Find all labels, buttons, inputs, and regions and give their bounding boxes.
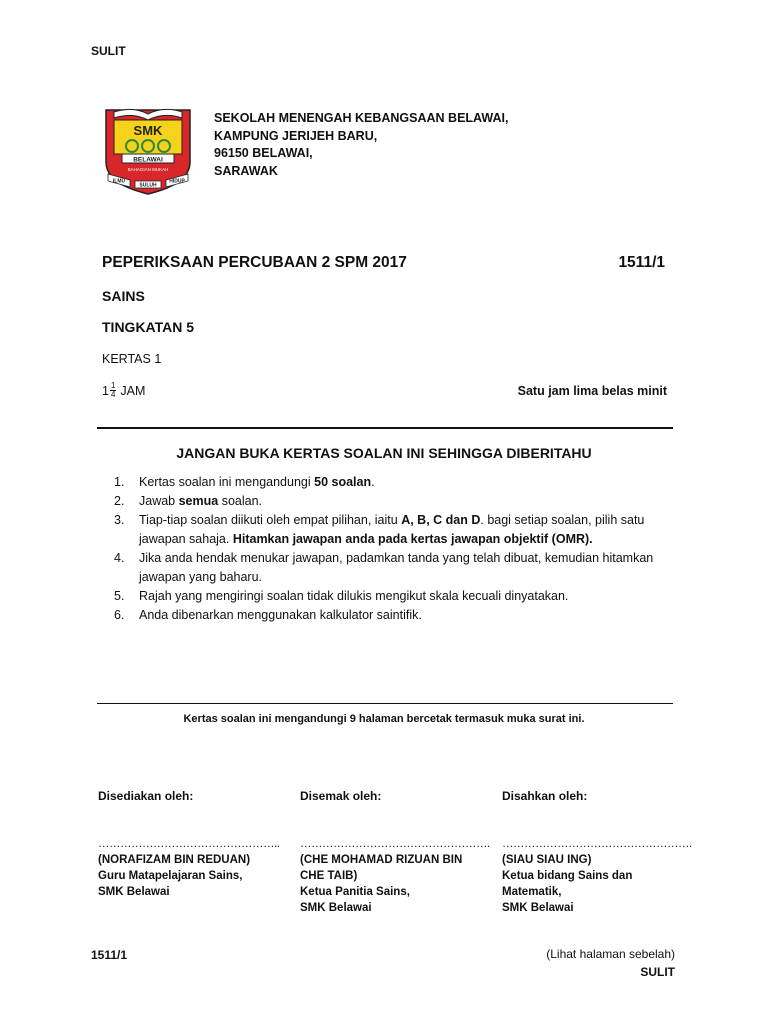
- signature-line: …………………………………………..: [98, 838, 280, 850]
- instruction-number: 1.: [114, 475, 125, 489]
- signatory-name: (SIAU SIAU ING): [502, 854, 592, 866]
- logo-motto-mid: SULUH: [139, 182, 157, 189]
- logo-center-text: BAHAGIAN MUKAH: [127, 167, 169, 172]
- signatory-role: Ketua bidang Sains dan: [502, 870, 633, 882]
- subject: SAINS: [102, 288, 145, 304]
- header-classification: SULIT: [91, 44, 126, 58]
- signature-line: …………………………………………….: [502, 838, 692, 850]
- signatory-approved: [502, 788, 692, 916]
- signatory-role: Guru Matapelajaran Sains,: [98, 870, 243, 882]
- instruction-item: [114, 511, 674, 549]
- logo-smk-text: SMK: [133, 123, 163, 138]
- footer-paper-code: 1511/1: [91, 948, 128, 962]
- instruction-run: Rajah yang mengiringi soalan tidak dilukis mengikut skala kecuali dinyatakan.: [139, 589, 569, 603]
- signatory-name: (CHE MOHAMAD RIZUAN BIN: [300, 854, 463, 866]
- signature-line: …………………………………………….: [300, 838, 490, 850]
- exam-title: PEPERIKSAAN PERCUBAAN 2 SPM 2017: [102, 254, 407, 271]
- instructions-list: [114, 473, 674, 625]
- signatory-label: Disediakan oleh:: [98, 789, 194, 803]
- instruction-run: Tiap-tiap soalan diikuti oleh empat pilihan, iaitu: [139, 513, 402, 527]
- school-state: SARAWAK: [214, 163, 278, 178]
- signatory-name-cont: CHE TAIB): [300, 870, 358, 882]
- logo-band-text: BELAWAI: [133, 156, 163, 164]
- school-address-line: KAMPUNG JERIJEH BARU,: [214, 128, 378, 143]
- duration-unit: JAM: [120, 383, 146, 398]
- signatory-org: SMK Belawai: [98, 886, 170, 898]
- instruction-run: Jawab: [139, 494, 179, 508]
- signatory-org: SMK Belawai: [300, 902, 372, 914]
- fraction-numerator: 1: [110, 381, 116, 390]
- instruction-item: [114, 473, 674, 492]
- divider: [97, 703, 673, 704]
- instruction-text: [139, 492, 674, 511]
- instruction-run: Anda dibenarkan menggunakan kalkulator saintifik.: [139, 608, 422, 622]
- instruction-run: Hitamkan jawapan anda pada kertas jawapan objektif (OMR).: [232, 532, 593, 546]
- paper-number: KERTAS 1: [102, 352, 162, 366]
- instruction-run: . bagi setiap soalan, pilih satu jawapan sahaja.: [139, 513, 645, 546]
- school-postcode: 96150 BELAWAI,: [214, 146, 313, 160]
- instruction-item: [114, 549, 674, 587]
- instruction-text: [139, 587, 674, 606]
- instruction-run: 50 soalan: [314, 475, 372, 489]
- signatory-role-cont: Matematik,: [502, 886, 562, 898]
- school-logo: [102, 104, 194, 196]
- pages-note: Kertas soalan ini mengandungi 9 halaman bercetak termasuk muka surat ini.: [183, 713, 585, 725]
- duration-fraction: [110, 382, 116, 399]
- divider: [97, 427, 673, 429]
- instruction-text: [139, 606, 674, 625]
- warning-heading: JANGAN BUKA KERTAS SOALAN INI SEHINGGA DIBERITAHU: [176, 445, 592, 461]
- duration-whole: 1: [102, 383, 109, 398]
- signatory-prepared: [98, 788, 278, 900]
- instruction-run: semua: [178, 494, 219, 508]
- signatory-role: Ketua Panitia Sains,: [300, 886, 410, 898]
- instruction-number: 3.: [114, 513, 125, 527]
- duration-words: Satu jam lima belas minit: [517, 384, 667, 398]
- logo-motto-right: HIDUP: [169, 178, 185, 185]
- instruction-item: [114, 587, 674, 606]
- instruction-run: Kertas soalan ini mengandungi: [139, 475, 315, 489]
- instruction-run: soalan.: [218, 494, 262, 508]
- instruction-number: 5.: [114, 589, 125, 603]
- signatory-name: (NORAFIZAM BIN REDUAN): [98, 854, 251, 866]
- fraction-denominator: 4: [110, 390, 116, 399]
- signatory-org: SMK Belawai: [502, 902, 574, 914]
- instruction-number: 4.: [114, 551, 125, 565]
- instruction-run: .: [371, 475, 375, 489]
- paper-code: 1511/1: [618, 254, 665, 271]
- logo-motto-left: ILMU: [112, 178, 126, 185]
- instruction-number: 2.: [114, 494, 125, 508]
- instruction-number: 6.: [114, 608, 125, 622]
- footer-next-page: (Lihat halaman sebelah): [546, 947, 675, 961]
- signatory-checked: [300, 788, 490, 916]
- instruction-item: [114, 606, 674, 625]
- footer-classification: SULIT: [640, 965, 675, 979]
- instruction-text: [139, 473, 674, 492]
- instruction-run: A, B, C dan D: [401, 513, 481, 527]
- school-name: SEKOLAH MENENGAH KEBANGSAAN BELAWAI,: [214, 111, 509, 125]
- signatory-label: Disahkan oleh:: [502, 789, 588, 803]
- instruction-text: [139, 549, 674, 587]
- duration: [102, 382, 145, 399]
- form-level: TINGKATAN 5: [102, 319, 195, 335]
- signatory-label: Disemak oleh:: [300, 789, 382, 803]
- school-address: [214, 110, 508, 180]
- instruction-run: Jika anda hendak menukar jawapan, padamkan tanda yang telah dibuat, kemudian hitamkan jawapan yang baharu.: [139, 551, 654, 584]
- instruction-item: [114, 492, 674, 511]
- instruction-text: [139, 511, 674, 549]
